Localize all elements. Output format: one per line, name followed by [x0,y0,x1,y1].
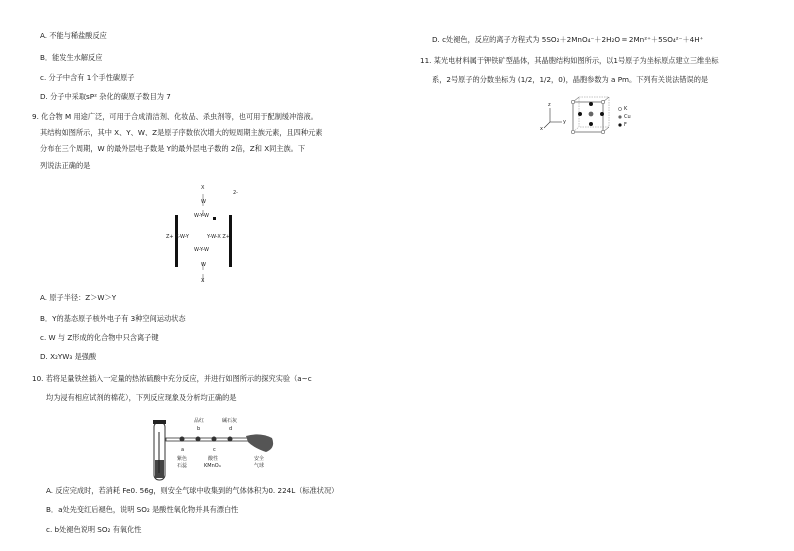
q9-stem-line4: 列说法正确的是 [40,161,91,170]
atom-f [589,102,593,106]
legend-f-symbol [618,123,621,126]
label-pinhong: 品红 [194,418,205,424]
cotton-a [180,437,185,442]
cotton-b [196,437,201,442]
fig-top-w: W [201,199,206,205]
q10-option-d: D. c处褪色，反应的离子方程式为 5SO₂＋2MnO₄⁻＋2H₂O ═ 2Mn²⁺＋5SO₄²⁻＋4H⁺ [432,35,704,44]
fig-row-upper: W-Y-W [194,213,209,219]
q9-stem-line3: 分布在三个周期，W 的最外层电子数是 Y的最外层电子数的 2倍，Z和 X同主族。下 [40,144,306,153]
q9-option-c: c. W 与 Z形成的化合物中只含离子键 [40,333,159,342]
q8-option-c: c. 分子中含有 1个手性碳原子 [40,73,135,82]
atom-f [578,112,582,116]
label-jianshihui: 碱石灰 [222,418,238,424]
glass-tube [166,438,248,441]
fig-bottom-w: W [201,262,206,268]
atom-k [571,100,575,104]
q10-option-b: B．a处先变红后褪色，说明 SO₂ 是酸性氧化物并具有漂白性 [46,505,239,514]
q11-crystal-figure [540,94,640,140]
label-suanxing2: KMnO₄ [204,463,221,469]
q9-option-b: B．Y的基态原子核外电子有 3种空间运动状态 [40,314,186,323]
q10-stem-line2: 均为浸有相应试剂的棉花），下列反应现象及分析均正确的是 [46,393,237,402]
atom-f [600,112,604,116]
q8-option-d: D. 分子中采取sP² 杂化的碳原子数目为 7 [40,92,171,101]
legend-f: F [624,122,627,128]
q11-stem-line1: 11. 某光电材料属于钾铁矿型晶体，其晶胞结构如图所示，以1号原子为坐标原点建立三维坐标 [420,56,719,65]
fig-row-lower: W-Y-W [194,247,209,253]
fig-charge: 2- [233,190,238,196]
left-bracket [175,215,178,267]
q9-stem-line2: 其结构如图所示，其中 X、Y、W、Z是原子序数依次增大的短周期主族元素，且四种元素 [40,128,323,137]
atom-k [601,100,605,104]
q10-stem-line1: 10. 若将足量铁丝插入一定量的热浓硫酸中充分反应，并进行如图所示的探究实验（a~c [32,374,312,383]
q9-option-a: A. 原子半径：Z＞W＞Y [40,293,117,302]
legend-cu: Cu [624,114,631,120]
legend-k: K [624,106,628,112]
label-anquan1: 安全 [254,456,265,462]
cotton-d [228,437,233,442]
axis-x-line [544,122,550,128]
axis-y-label: y [563,119,566,125]
axis-x-label: x [540,126,543,132]
label-anquan2: 气球 [254,463,265,469]
q8-option-a: A. 不能与稀盐酸反应 [40,31,107,40]
axis-z-label: z [548,102,551,108]
label-suanxing1: 酸性 [208,456,219,462]
legend-cu-symbol [618,115,621,118]
atom-k [571,130,575,134]
label-zise2: 石蕊 [177,463,188,469]
atom-f [589,122,593,126]
q10-option-c: c. b处褪色说明 SO₂ 有氧化性 [46,525,142,534]
q11-stem-line2: 系，2号原子的分数坐标为 (1/2，1/2，0)，晶胞参数为 a Pm。下列有关说法错误的是 [432,75,709,84]
label-c: c [213,447,216,453]
label-d: d [229,426,233,432]
label-a: a [181,447,185,453]
q9-stem-line1: 9. 化合物 M 用途广泛，可用于合成清洁剂、化妆品、杀虫剂等，也可用于配制缓冲溶液。 [32,112,318,121]
atom-cu [589,112,594,117]
cell-front-face [573,102,603,132]
fig-bottom-x: X [201,278,205,284]
label-b: b [197,426,201,432]
fig-left-label: Z+ X-W-Y [166,234,189,240]
fig-right-label: Y-W-X Z+ [207,234,230,240]
stopper [153,420,166,424]
cotton-c [212,437,217,442]
q10-option-a: A. 反应完成时，若消耗 Fe0. 56g，则安全气球中收集到的气体体积为0. 224L（标准状况） [46,486,339,495]
right-bracket [229,215,232,267]
fig-top-x: X [201,185,205,191]
marker-square [213,217,216,220]
label-zise1: 紫色 [177,456,188,462]
q8-option-b: B．能发生水解反应 [40,53,103,62]
q9-structure-figure [165,182,255,292]
q10-apparatus-figure [148,418,278,486]
atom-k [601,130,605,134]
safety-balloon [246,434,273,452]
legend-k-symbol [618,107,621,110]
q9-option-d: D. X₂YW₃ 是强酸 [40,352,97,361]
